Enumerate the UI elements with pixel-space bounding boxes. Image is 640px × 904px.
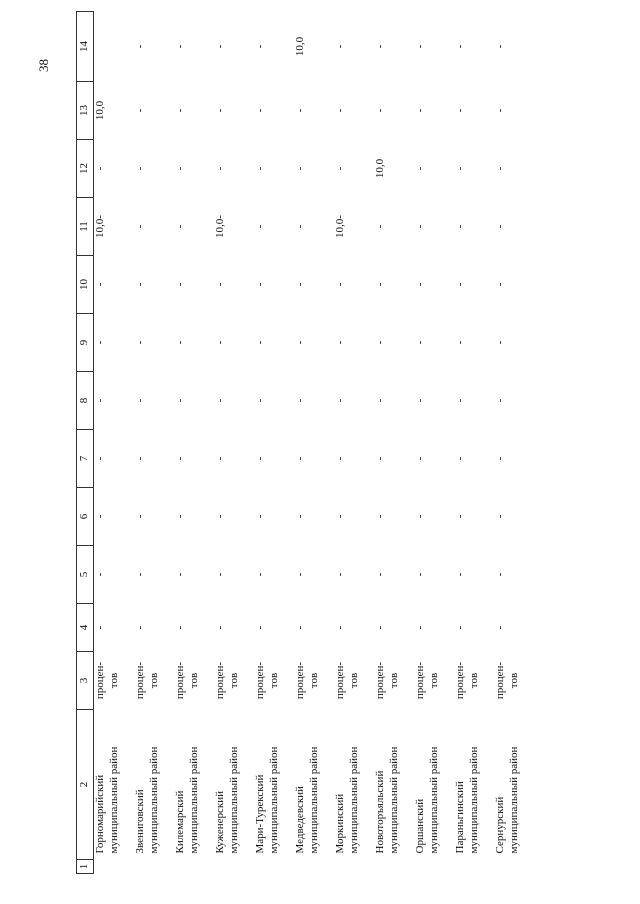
unit-line: тов [107,672,120,689]
value-cell: - [494,108,506,113]
value-cell: - [134,340,146,345]
value-cell: - [294,398,306,403]
unit-line: тов [307,672,320,689]
value-cell: - [374,514,386,519]
value-cell: - [454,44,466,49]
column-header: 8 [77,372,94,430]
value-cell: - [334,625,346,630]
district-name-line: Звениговский [134,789,146,854]
district-name-line: муниципальный район [427,746,440,854]
value-cell: - [214,514,226,519]
value-cell: - [374,224,386,229]
value-cell: - [454,282,466,287]
district-name [454,710,494,860]
value-cell: 10,0 [294,36,306,57]
value-cell: - [134,514,146,519]
district-name-line: Оршанский [414,798,426,854]
value-cell: - [294,572,306,577]
unit-cell [94,652,135,710]
district-name-line: муниципальный район [347,746,360,854]
table-row [294,12,334,874]
row-number-cell [174,860,214,874]
value-cell: - [134,166,146,171]
value-cell: - [414,398,426,403]
value-cell: - [374,456,386,461]
district-name [494,710,534,860]
value-cell: - [414,625,426,630]
value-cell: - [374,398,386,403]
district-name-line: муниципальный район [307,746,320,854]
district-name-line: Горномарийский [94,774,106,854]
value-cell: - [294,340,306,345]
value-cell: 10,0 [94,100,106,121]
value-cell: - [454,514,466,519]
value-cell: - [174,398,186,403]
value-cell: - [294,224,306,229]
district-name-line: муниципальный район [387,746,400,854]
district-name [214,710,254,860]
value-cell: - [494,456,506,461]
column-header: 1 [77,860,94,874]
value-cell: - [454,340,466,345]
value-cell: - [294,625,306,630]
table-header [77,12,94,874]
value-cell: - [174,456,186,461]
value-cell: - [454,224,466,229]
table-row [334,12,374,874]
value-cell: - [414,224,426,229]
row-number-cell [214,860,254,874]
unit-cell [214,652,254,710]
table-row [94,12,135,874]
unit-line: тов [187,672,200,689]
unit-cell [174,652,214,710]
value-cell: - [334,282,346,287]
value-cell: 10,0 [374,158,386,179]
unit-line: тов [347,672,360,689]
value-cell: - [174,340,186,345]
value-cell: - [414,572,426,577]
value-cell: - [214,340,226,345]
district-name-line: муниципальный район [267,746,280,854]
unit-line: процен- [134,661,146,700]
unit-line: процен- [414,661,426,700]
page-number: 38 [36,59,51,72]
unit-line: тов [267,672,280,689]
value-cell: 10,0- [94,215,106,238]
value-cell: - [334,398,346,403]
value-cell: - [414,340,426,345]
table-row [174,12,214,874]
value-cell: - [414,514,426,519]
district-name-line: Моркинский [334,793,346,854]
value-cell: - [414,44,426,49]
value-cell: - [334,340,346,345]
unit-cell [134,652,174,710]
column-header: 2 [77,710,94,860]
value-cell: - [414,282,426,287]
district-name-line: муниципальный район [107,746,120,854]
unit-cell [494,652,534,710]
table-row [414,12,454,874]
value-cell: - [134,108,146,113]
value-cell: - [254,514,266,519]
value-cell: - [414,108,426,113]
value-cell: - [174,108,186,113]
column-header: 12 [77,140,94,198]
unit-line: процен- [94,661,106,700]
value-cell: - [134,224,146,229]
value-cell: - [94,398,106,403]
value-cell: - [494,514,506,519]
value-cell: - [134,625,146,630]
column-header: 11 [77,198,94,256]
unit-cell [414,652,454,710]
value-cell: - [454,398,466,403]
value-cell: - [454,572,466,577]
value-cell: - [254,398,266,403]
value-cell: - [294,514,306,519]
table-row [254,12,294,874]
district-name [374,710,414,860]
value-cell: - [134,572,146,577]
value-cell: - [254,625,266,630]
unit-line: процен- [334,661,346,700]
value-cell: - [94,340,106,345]
value-cell: - [174,224,186,229]
value-cell: - [454,108,466,113]
indicator-table [76,11,534,874]
district-name-line: муниципальный район [147,746,160,854]
value-cell: - [334,572,346,577]
table-row [134,12,174,874]
value-cell: - [254,108,266,113]
district-name-line: Медведевский [294,786,306,854]
unit-line: тов [507,672,520,689]
value-cell: - [294,166,306,171]
row-number-cell [414,860,454,874]
value-cell: - [334,44,346,49]
value-cell: - [454,166,466,171]
unit-line: тов [467,672,480,689]
value-cell: - [374,44,386,49]
value-cell: 10,0- [214,215,226,238]
unit-line: процен- [494,661,506,700]
value-cell: - [214,456,226,461]
row-number-cell [334,860,374,874]
district-name-line: муниципальный район [187,746,200,854]
value-cell: - [214,166,226,171]
unit-line: процен- [254,661,266,700]
value-cell: - [494,625,506,630]
value-cell: - [494,282,506,287]
value-cell: - [494,340,506,345]
value-cell: - [214,572,226,577]
value-cell: - [94,625,106,630]
value-cell: - [214,108,226,113]
value-cell: - [494,224,506,229]
unit-cell [294,652,334,710]
unit-line: тов [227,672,240,689]
value-cell: - [254,44,266,49]
row-number-cell [374,860,414,874]
value-cell: - [414,166,426,171]
value-cell: - [254,340,266,345]
district-name-line: муниципальный район [227,746,240,854]
unit-line: процен- [214,661,226,700]
column-header: 5 [77,546,94,604]
row-number-cell [294,860,334,874]
value-cell: - [334,514,346,519]
unit-cell [374,652,414,710]
district-name-line: Параньгинский [454,781,466,854]
value-cell: - [374,282,386,287]
district-name [414,710,454,860]
row-number-cell [134,860,174,874]
value-cell: - [414,456,426,461]
value-cell: - [214,398,226,403]
value-cell: - [494,572,506,577]
value-cell: - [254,282,266,287]
row-number-cell [454,860,494,874]
column-header: 14 [77,12,94,82]
unit-cell [454,652,494,710]
value-cell: - [334,456,346,461]
unit-line: процен- [454,661,466,700]
district-name [174,710,214,860]
value-cell: - [494,398,506,403]
value-cell: - [374,625,386,630]
value-cell: - [94,514,106,519]
value-cell: - [254,166,266,171]
table-row [454,12,494,874]
value-cell: - [134,282,146,287]
value-cell: - [334,166,346,171]
value-cell: - [374,108,386,113]
district-name-line: Сернурский [494,796,506,854]
column-header: 3 [77,652,94,710]
value-cell: - [214,625,226,630]
unit-line: тов [427,672,440,689]
column-header: 9 [77,314,94,372]
row-number-cell [254,860,294,874]
value-cell: - [374,340,386,345]
column-header: 6 [77,488,94,546]
district-name-line: Новоторъяльский [374,770,386,854]
value-cell: - [174,625,186,630]
district-name [294,710,334,860]
value-cell: - [174,282,186,287]
value-cell: - [254,572,266,577]
value-cell [94,12,135,82]
value-cell: - [254,456,266,461]
value-cell: - [494,166,506,171]
value-cell: - [94,572,106,577]
table-row [374,12,414,874]
district-name [134,710,174,860]
value-cell: - [134,44,146,49]
district-name [94,710,135,860]
row-number-cell [94,860,135,874]
column-header: 4 [77,604,94,652]
value-cell: - [334,108,346,113]
table-row [494,12,534,874]
value-cell: - [134,456,146,461]
value-cell: - [94,456,106,461]
district-name [254,710,294,860]
value-cell: - [374,572,386,577]
value-cell: - [174,44,186,49]
unit-cell [254,652,294,710]
value-cell: - [294,282,306,287]
value-cell: - [174,572,186,577]
unit-line: процен- [374,661,386,700]
district-name-line: муниципальный район [507,746,520,854]
district-name-line: муниципальный район [467,746,480,854]
column-header: 7 [77,430,94,488]
value-cell: - [254,224,266,229]
district-name-line: Мари-Турекский [254,774,266,854]
district-name-line: Килемарский [174,790,186,854]
unit-line: процен- [174,661,186,700]
district-name [334,710,374,860]
unit-line: тов [387,672,400,689]
value-cell: - [174,166,186,171]
value-cell: - [94,282,106,287]
value-cell: - [454,625,466,630]
district-name-line: Куженерский [214,791,226,854]
table-row [214,12,254,874]
unit-cell [334,652,374,710]
value-cell: - [214,282,226,287]
value-cell: - [174,514,186,519]
value-cell: - [294,456,306,461]
column-header: 13 [77,82,94,140]
row-number-cell [494,860,534,874]
value-cell: 10,0- [334,215,346,238]
unit-line: тов [147,672,160,689]
value-cell: - [294,108,306,113]
value-cell: - [454,456,466,461]
value-cell: - [214,44,226,49]
column-header: 10 [77,256,94,314]
value-cell: - [134,398,146,403]
unit-line: процен- [294,661,306,700]
value-cell: - [494,44,506,49]
value-cell: - [94,166,106,171]
